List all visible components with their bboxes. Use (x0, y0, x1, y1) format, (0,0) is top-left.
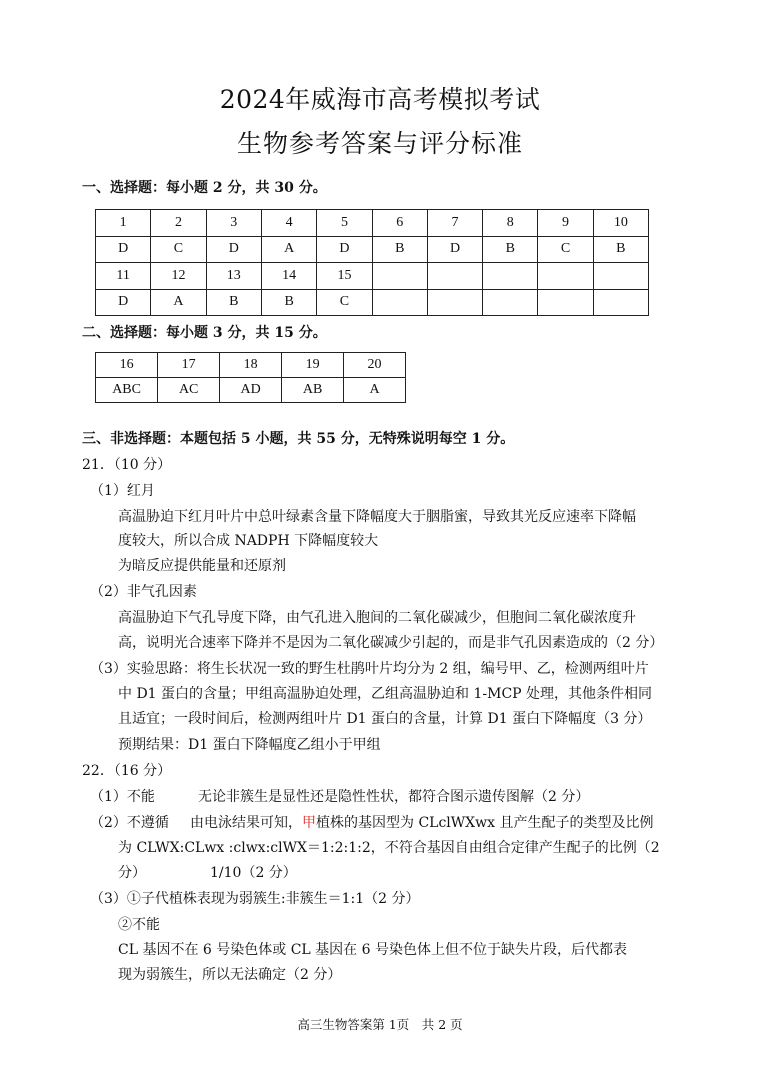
q21-part2-label: （2）非气孔因素 (90, 584, 197, 600)
q21-part1-line3: 为暗反应提供能量和还原剂 (118, 558, 286, 574)
section1-cell: B (483, 236, 538, 263)
section1-cell: B (261, 289, 316, 316)
section1-cell: 7 (427, 210, 482, 237)
section1-cell: 1 (96, 210, 151, 237)
section1-cell: D (317, 236, 372, 263)
q21-part3-line3: 且适宜；一段时间后，检测两组叶片 D1 蛋白的含量，计算 D1 蛋白下降幅度（3 分） (118, 711, 652, 727)
section1-cell: 9 (538, 210, 593, 237)
q21-part3-line1: （3）实验思路：将生长状况一致的野生杜鹃叶片均分为 2 组，编号甲、乙，检测两组叶片 (90, 661, 649, 677)
q22-part3-line2: ②不能 (118, 917, 160, 933)
section1-cell (593, 263, 648, 290)
section1-heading: 一、选择题：每小题 2 分，共 30 分。 (82, 180, 327, 196)
section1-cell: 10 (593, 210, 648, 237)
q21-part3-line4: 预期结果：D1 蛋白下降幅度乙组小于甲组 (118, 737, 381, 753)
section1-cell: D (206, 236, 261, 263)
section2-cell: AD (220, 378, 282, 403)
section2-cell: AC (158, 378, 220, 403)
section1-cell: C (317, 289, 372, 316)
section1-cell: A (261, 236, 316, 263)
section1-cell: B (593, 236, 648, 263)
section1-cell (538, 289, 593, 316)
q22-part2-line2: 为 CLWX:CLwx :clwx:clWX＝1:2:1:2，不符合基因自由组合定律产生配子的比例（2 (118, 840, 660, 856)
section1-row (96, 236, 649, 263)
section1-cell: D (96, 289, 151, 316)
q22-header: 22．（16 分） (82, 763, 172, 779)
q22-part2-reason-a: 由电泳结果可知， (190, 815, 302, 831)
exam-subtitle: 生物参考答案与评分标准 (236, 129, 523, 158)
section1-cell: B (372, 236, 427, 263)
section2-row (96, 353, 406, 378)
section2-heading: 二、选择题：每小题 3 分，共 15 分。 (82, 325, 327, 341)
q22-part3-line4: 现为弱簇生，所以无法确定（2 分） (118, 967, 342, 983)
section2-answer-table (95, 352, 406, 403)
q22-part3-line3: CL 基因不在 6 号染色体或 CL 基因在 6 号染色体上但不位于缺失片段，后代都表 (118, 942, 627, 958)
section1-row (96, 289, 649, 316)
section1-cell: B (206, 289, 261, 316)
q22-part2-reason-c: 植株的基因型为 CLclWXwx 且产生配子的类型及比例 (316, 815, 654, 831)
section1-cell: 2 (151, 210, 206, 237)
q22-part1-reason: 无论非簇生是显性还是隐性性状，都符合图示遗传图解（2 分） (198, 789, 590, 805)
q21-part2-line1: 高温胁迫下气孔导度下降，由气孔进入胞间的二氧化碳减少，但胞间二氧化碳浓度升 (118, 610, 636, 626)
section1-cell: 5 (317, 210, 372, 237)
section1-cell (372, 289, 427, 316)
section2-row (96, 378, 406, 403)
section1-cell: C (151, 236, 206, 263)
section1-cell: 3 (206, 210, 261, 237)
section2-cell: AB (282, 378, 344, 403)
section1-cell (483, 289, 538, 316)
q22-part2-reason-line1 (190, 813, 653, 833)
section1-cell: 8 (483, 210, 538, 237)
section1-cell: D (427, 236, 482, 263)
section1-cell: C (538, 236, 593, 263)
section3-heading: 三、非选择题：本题包括 5 小题，共 55 分，无特殊说明每空 1 分。 (82, 431, 515, 447)
section1-cell (593, 289, 648, 316)
section1-cell (483, 263, 538, 290)
q22-part2-line3a: 分） (118, 865, 146, 881)
q22-part1-answer: （1）不能 (90, 789, 155, 805)
section1-cell: 11 (96, 263, 151, 290)
section2-cell: 17 (158, 353, 220, 378)
section2-cell: 16 (96, 353, 158, 378)
section1-cell: 14 (261, 263, 316, 290)
section1-cell: A (151, 289, 206, 316)
section2-cell: 20 (344, 353, 406, 378)
q22-part3-line1: （3）①子代植株表现为弱簇生:非簇生＝1:1（2 分） (90, 891, 420, 907)
section1-cell (538, 263, 593, 290)
section1-answer-table (95, 209, 649, 316)
section2-cell: 19 (282, 353, 344, 378)
section1-row (96, 210, 649, 237)
q21-part1-label: （1）红月 (90, 483, 155, 499)
q21-part2-line2: 高，说明光合速率下降并不是因为二氧化碳减少引起的，而是非气孔因素造成的（2 分） (118, 635, 664, 651)
section1-cell (427, 289, 482, 316)
q21-part1-line1: 高温胁迫下红月叶片中总叶绿素含量下降幅度大于胭脂蜜，导致其光反应速率下降幅 (118, 509, 636, 525)
section1-cell: 15 (317, 263, 372, 290)
section1-cell (427, 263, 482, 290)
section1-cell: D (96, 236, 151, 263)
q22-part2-red-mark: 甲 (302, 815, 316, 831)
section1-cell: 12 (151, 263, 206, 290)
q21-part3-line2: 中 D1 蛋白的含量；甲组高温胁迫处理，乙组高温胁迫和 1-MCP 处理，其他条件相同 (118, 686, 653, 702)
section2-cell: ABC (96, 378, 158, 403)
section1-cell: 4 (261, 210, 316, 237)
section2-cell: A (344, 378, 406, 403)
q22-part2-answer: （2）不遵循 (90, 815, 169, 831)
section1-cell: 13 (206, 263, 261, 290)
page-footer: 高三生物答案第 1页 共 2 页 (297, 1017, 463, 1032)
q22-part2-line3b: 1/10（2 分） (210, 865, 297, 881)
exam-title: 2024年威海市高考模拟考试 (219, 85, 541, 114)
section2-cell: 18 (220, 353, 282, 378)
q21-part1-line2: 度较大，所以合成 NADPH 下降幅度较大 (118, 533, 379, 549)
section1-cell (372, 263, 427, 290)
q21-header: 21．（10 分） (82, 457, 172, 473)
section1-cell: 6 (372, 210, 427, 237)
section1-row (96, 263, 649, 290)
